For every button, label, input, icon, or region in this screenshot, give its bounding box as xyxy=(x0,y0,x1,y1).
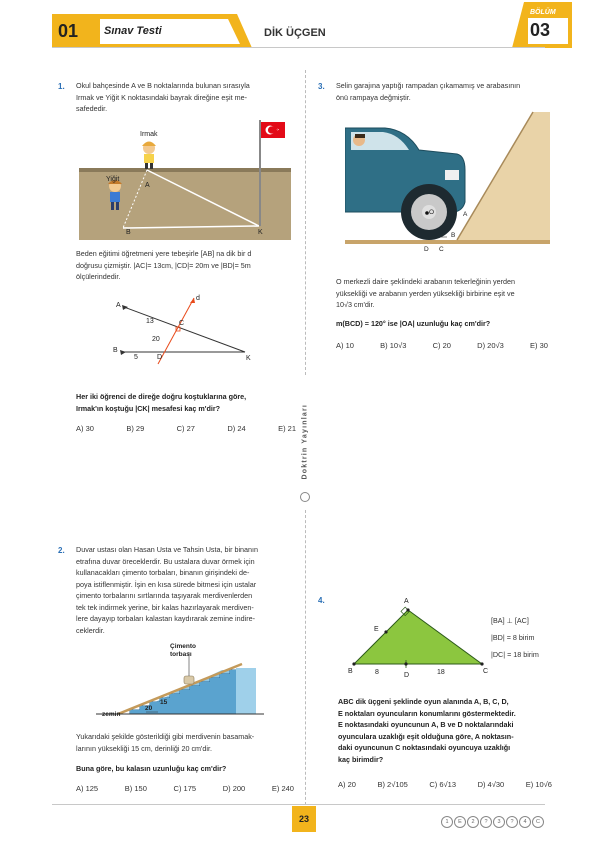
answer-key-item: 2 xyxy=(467,816,479,828)
q3-text-line: önü rampaya değmiştir. xyxy=(336,92,411,102)
q1-text2 xyxy=(76,248,294,283)
q4-option-e[interactable]: E) 10√6 xyxy=(525,780,552,789)
q3-text2-line: 10√3 cm'dir. xyxy=(336,300,375,309)
q4-label-E: E xyxy=(374,626,379,633)
q4-question-line: E noktaları oyuncuların konumlarını göstermektedir. xyxy=(338,708,516,718)
q4-options xyxy=(338,780,552,789)
q1-number: 1. xyxy=(58,82,65,91)
answer-key-item: 4 xyxy=(519,816,531,828)
q2-text-line: poya istiflenmiştir. İşin en kısa sürede bitmesi için ustalar xyxy=(76,579,257,589)
q1-text-line: safededir. xyxy=(76,104,108,113)
q1-question-line: Irmak'ın koştuğu |CK| mesafesi kaç m'dir? xyxy=(76,403,221,413)
answer-key xyxy=(440,810,544,828)
q3-option-c[interactable]: C) 20 xyxy=(432,341,451,350)
q2-label-15: 15 xyxy=(160,699,168,706)
header-rule xyxy=(52,47,545,48)
q4-question-line: daki oyuncunun C noktasındaki oyuncuya uzaklığı xyxy=(338,743,511,752)
section-number: 03 xyxy=(530,20,551,40)
q1-label-irmak: Irmak xyxy=(140,131,158,138)
q1-question xyxy=(76,391,296,414)
footer-rule xyxy=(52,804,545,805)
q2-question-line: Buna göre, bu kalasın uzunluğu kaç cm'dir? xyxy=(76,764,227,773)
q3-label-B: B xyxy=(451,232,456,239)
q3-label-D: D xyxy=(424,246,429,253)
q3-option-e[interactable]: E) 30 xyxy=(530,341,548,350)
test-number: 01 xyxy=(58,21,79,41)
q4-given-line: |DC| = 18 birim xyxy=(491,650,539,659)
q1-text2-line: Beden eğitimi öğretmeni yere tebeşirle [AB] na dik bir d xyxy=(76,249,252,258)
q1-text2-line: ölçülerindedir. xyxy=(76,272,121,281)
q1-option-b[interactable]: B) 29 xyxy=(126,424,145,433)
q3-option-a[interactable]: A) 10 xyxy=(336,341,354,350)
q2-option-e[interactable]: E) 240 xyxy=(271,784,294,793)
q3-text-line: Selin garajına yaptığı rampadan çıkamamış ve arabasının xyxy=(336,81,521,90)
q2-label-bag-2: torbası xyxy=(170,651,192,658)
q1-fig2-B: B xyxy=(113,347,118,354)
q1-text-line: Irmak ve Yiğit K noktasındaki bayrak direğine eşit me- xyxy=(76,92,247,102)
column-divider-top xyxy=(305,70,306,375)
q3-text xyxy=(336,80,556,103)
q3-label-A: A xyxy=(463,211,468,218)
page-number: 23 xyxy=(298,814,309,824)
q4-question-line: kaç birimdir? xyxy=(338,754,384,764)
q2-question xyxy=(76,763,294,775)
q4-number: 4. xyxy=(318,596,325,605)
page-title: DİK ÜÇGEN xyxy=(264,27,326,39)
q4-option-b[interactable]: B) 2√105 xyxy=(377,780,408,789)
q2-option-a[interactable]: A) 125 xyxy=(76,784,99,793)
q2-label-bag xyxy=(170,643,196,659)
q1-question-line: Her iki öğrenci de direğe doğru koştuklarına göre, xyxy=(76,392,247,401)
q1-label-yigit: Yiğit xyxy=(106,176,120,183)
q1-fig2-C: C xyxy=(179,320,185,327)
q3-label-C: C xyxy=(439,246,444,253)
q3-car-ramp-figure xyxy=(345,110,550,255)
q4-given-line: [BA] ⊥ [AC] xyxy=(491,616,529,625)
q4-given-line: |BD| = 8 birim xyxy=(491,633,535,642)
q3-number: 3. xyxy=(318,82,325,91)
q1-fig2-K: K xyxy=(246,355,251,362)
q1-fig2-d: d xyxy=(196,295,200,302)
q1-fig2-5: 5 xyxy=(134,354,138,361)
q2-label-bag-1: Çimento xyxy=(170,643,196,650)
q1-text xyxy=(76,80,291,115)
q1-option-a[interactable]: A) 30 xyxy=(76,424,94,433)
answer-key-item: 3 xyxy=(493,816,505,828)
q2-number: 2. xyxy=(58,546,65,555)
q2-text2-line: Yukarıdaki şekilde gösterildiği gibi merdivenin basamak- xyxy=(76,732,255,741)
answer-key-item: C xyxy=(532,816,544,828)
q3-text2 xyxy=(336,276,558,311)
q4-question-line: ABC dik üçgeni şeklinde oyun alanında A, B, C, D, xyxy=(338,697,509,706)
answer-key-item: 1 xyxy=(441,816,453,828)
test-label: Sınav Testi xyxy=(104,25,162,37)
q1-option-e[interactable]: E) 21 xyxy=(278,424,296,433)
q4-label-D: D xyxy=(404,672,410,679)
publisher-name: Doktrin Yayınları xyxy=(301,403,309,480)
q2-text xyxy=(76,544,294,636)
q2-text-line: etrafına duvar öreceklerdir. Bu ustalara duvar örmek için xyxy=(76,556,255,566)
q4-givens xyxy=(491,612,571,663)
answer-key-item: ? xyxy=(480,816,492,828)
q4-option-d[interactable]: D) 4√30 xyxy=(477,780,505,789)
q4-label-C: C xyxy=(483,668,489,675)
q1-options xyxy=(76,424,296,433)
q2-label-20: 20 xyxy=(145,705,153,712)
q3-options xyxy=(336,341,548,350)
q1-fig2-13: 13 xyxy=(146,318,154,325)
q1-label-K: K xyxy=(258,229,263,236)
q3-text2-line: yüksekliği ve arabanın yerden yüksekliği birbirine eşit ve xyxy=(336,288,515,298)
q4-label-B: B xyxy=(348,668,353,675)
q2-text-line: çimento torbalarını sırtlarında taşıyarak merdivenlerden xyxy=(76,591,253,600)
answer-key-item: ? xyxy=(506,816,518,828)
answer-key-item: E xyxy=(454,816,466,828)
column-divider-bottom xyxy=(305,510,306,810)
q1-label-A: A xyxy=(145,182,150,189)
q3-question-line: m(BCD) = 120° ise |OA| uzunluğu kaç cm'dir? xyxy=(336,319,491,328)
q3-question xyxy=(336,318,558,330)
q4-option-a[interactable]: A) 20 xyxy=(338,780,356,789)
q4-label-A: A xyxy=(404,598,409,605)
q2-text-line: tek tek indirmek yerine, bir kalas hazırlayarak merdiven- xyxy=(76,602,254,612)
q4-question xyxy=(338,696,560,765)
q2-text-line: Duvar ustası olan Hasan Usta ve Tahsin Usta, bir binanın xyxy=(76,545,259,554)
q1-option-d[interactable]: D) 24 xyxy=(227,424,246,433)
q2-option-d[interactable]: D) 200 xyxy=(222,784,246,793)
q3-label-O: O xyxy=(429,209,435,216)
page-number-box xyxy=(292,806,316,832)
q2-text2 xyxy=(76,731,294,754)
q4-triangle-figure xyxy=(344,598,489,680)
q2-label-zemin: zemin xyxy=(102,711,121,718)
q1-label-B: B xyxy=(126,229,131,236)
q2-text2-line: larının yüksekliği 15 cm, derinliği 20 cm'dir. xyxy=(76,743,212,753)
q1-text-line: Okul bahçesinde A ve B noktalarında bulunan sırasıyla xyxy=(76,81,250,90)
q1-fig2-D: D xyxy=(157,354,163,361)
q1-fig2-A: A xyxy=(116,302,121,309)
q1-text2-line: doğrusu çizmiştir. |AC|= 13cm, |CD|= 20m ve |BD|= 5m xyxy=(76,260,251,270)
q4-question-line: E noktasındaki oyuncunun A, B ve D noktalarındaki xyxy=(338,720,514,729)
q1-fig2-20: 20 xyxy=(152,336,160,343)
q3-option-d[interactable]: D) 20√3 xyxy=(477,341,504,350)
publisher-vertical xyxy=(299,380,311,490)
q4-option-c[interactable]: C) 6√13 xyxy=(429,780,457,789)
q2-option-b[interactable]: B) 150 xyxy=(124,784,147,793)
q3-text2-line: O merkezli daire şeklindeki arabanın tekerleğinin yerden xyxy=(336,277,515,286)
q4-label-18: 18 xyxy=(437,669,445,676)
q2-text-line: lere dayayıp torbaları kalastan kaydırarak zemine indire- xyxy=(76,614,255,623)
publisher-logo-icon xyxy=(300,492,310,502)
q2-text-line: ceklerdir. xyxy=(76,625,105,635)
q2-option-c[interactable]: C) 175 xyxy=(173,784,197,793)
q2-text-line: kullanacakları çimento torbaları, binanın girişindeki de- xyxy=(76,568,250,577)
cement-bag-icon xyxy=(184,676,194,684)
section-label: BÖLÜM xyxy=(530,9,556,16)
q1-option-c[interactable]: C) 27 xyxy=(176,424,195,433)
q2-options xyxy=(76,784,294,793)
q3-option-b[interactable]: B) 10√3 xyxy=(380,341,407,350)
q4-question-line: oyunculara uzaklığı eşit olduğuna göre, A noktasın- xyxy=(338,731,514,741)
q4-label-8: 8 xyxy=(375,669,379,676)
